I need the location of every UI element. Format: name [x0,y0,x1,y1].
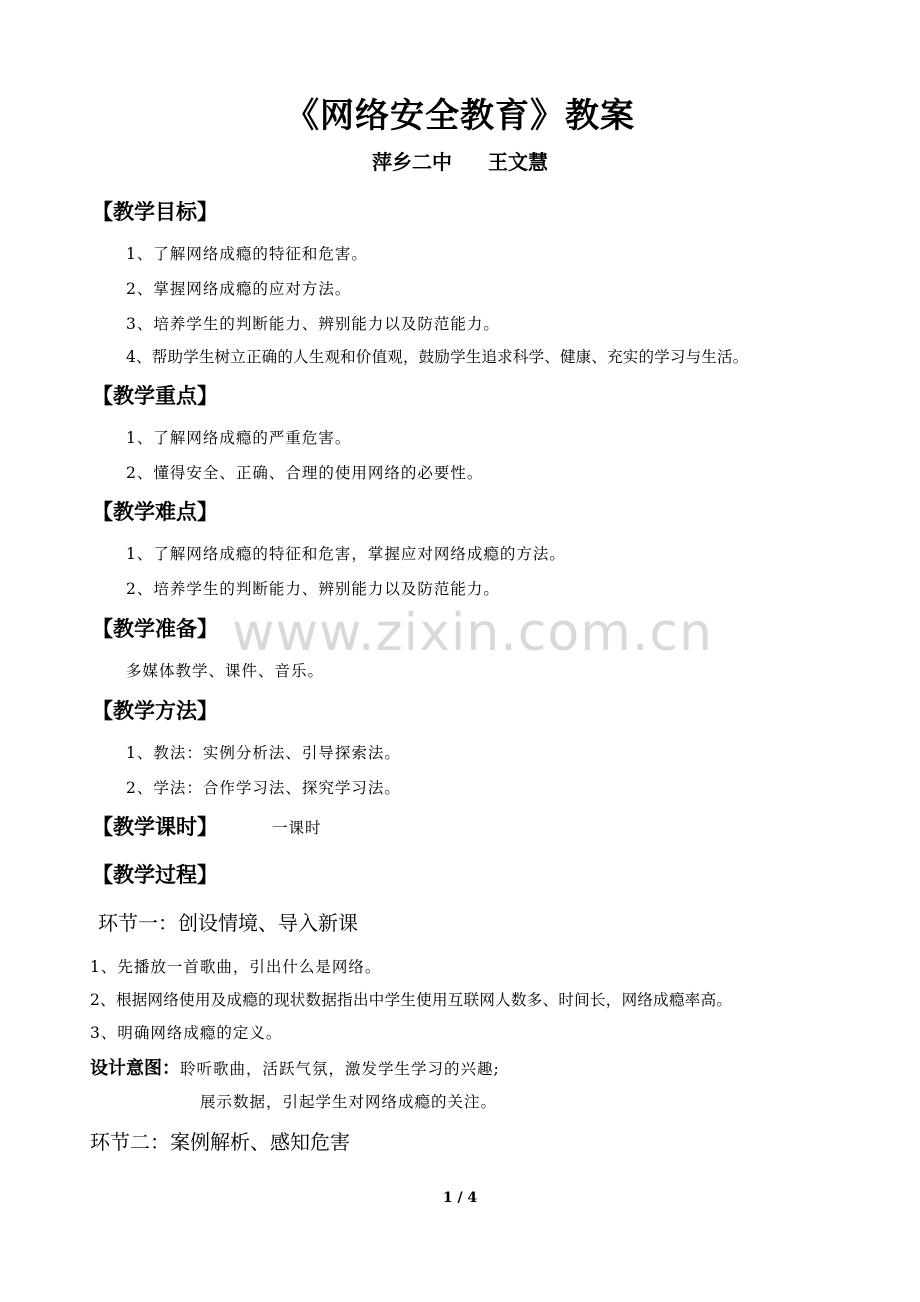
author-line [0,146,920,175]
method-item: 1、教法：实例分析法、引导探索法。 [126,744,401,762]
section-heading-key-points: 【教学重点】 [92,384,218,408]
duration-value: 一课时 [272,819,322,837]
section-heading-goals: 【教学目标】 [92,200,218,224]
goal-item: 4、帮助学生树立正确的人生观和价值观，鼓励学生追求科学、健康、充实的学习与生活。 [126,348,749,366]
design-intent [90,1054,500,1080]
difficulty-item: 2、培养学生的判断能力、辨别能力以及防范能力。 [126,580,500,598]
section-heading-methods: 【教学方法】 [92,699,218,723]
section-heading-difficulties: 【教学难点】 [92,500,218,524]
document-title: 《网络安全教育》教案 [285,96,635,136]
stage-one-item: 2、根据网络使用及成瘾的现状数据指出中学生使用互联网人数多、时间长，网络成瘾率高。 [90,991,733,1009]
stage-one-item: 1、先播放一首歌曲，引出什么是网络。 [90,958,382,976]
difficulty-item: 1、了解网络成瘾的特征和危害，掌握应对网络成瘾的方法。 [126,545,566,563]
key-point-item: 2、懂得安全、正确、合理的使用网络的必要性。 [126,464,484,482]
goal-item: 1、了解网络成瘾的特征和危害。 [126,245,368,263]
goal-item: 2、掌握网络成瘾的应对方法。 [126,280,352,298]
design-intent-label: 设计意图： [90,1058,180,1079]
stage-two-title: 环节二：案例解析、感知危害 [90,1130,350,1154]
design-intent-line: 聆听歌曲，活跃气氛，激发学生学习的兴趣; [180,1060,500,1078]
stage-one-title: 环节一：创设情境、导入新课 [98,911,358,935]
stage-one-item: 3、明确网络成瘾的定义。 [90,1024,283,1042]
key-point-item: 1、了解网络成瘾的严重危害。 [126,429,352,447]
section-heading-preparation: 【教学准备】 [92,617,218,641]
goal-item: 3、培养学生的判断能力、辨别能力以及防范能力。 [126,315,500,333]
design-intent-line: 展示数据，引起学生对网络成瘾的关注。 [200,1093,498,1111]
watermark: www.zixin.com.cn [232,603,713,663]
author-school: 萍乡二中 [372,150,452,174]
section-heading-process: 【教学过程】 [92,863,218,887]
author-name: 王文慧 [488,150,548,174]
section-heading-duration: 【教学课时】 [92,815,218,839]
page-number: 1 / 4 [442,1190,478,1206]
method-item: 2、学法：合作学习法、探究学习法。 [126,779,401,797]
preparation-text: 多媒体教学、课件、音乐。 [126,662,325,680]
